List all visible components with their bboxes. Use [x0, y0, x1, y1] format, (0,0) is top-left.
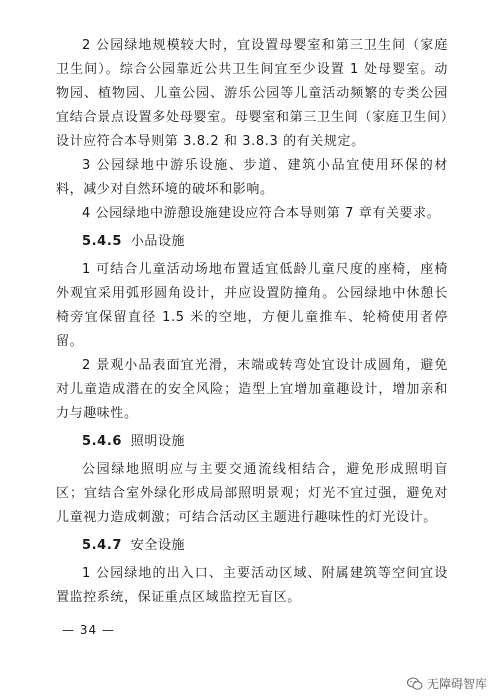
section-heading-5-4-6	[56, 430, 448, 454]
paragraph-item-4: 4 公园绿地中游憩设施建设应符合本导则第 7 章有关要求。	[82, 206, 441, 221]
section-title: 安全设施	[130, 538, 186, 553]
wechat-watermark	[407, 675, 487, 692]
paragraph-item-3: 3 公园绿地中游乐设施、步道、建筑小品宜使用环保的材料，减少对自然环境的破坏和影响。	[56, 158, 448, 197]
page-number: — 34 —	[62, 623, 115, 637]
paragraph-5-4-7-item-1: 1 公园绿地的出入口、主要活动区域、附属建筑等空间宜设置监控系统，保证重点区域监控无盲区。	[56, 566, 448, 605]
section-heading-5-4-7	[56, 534, 448, 558]
section-title: 照明设施	[130, 434, 186, 449]
paragraph-item-2: 2 公园绿地规模较大时，宜设置母婴室和第三卫生间（家庭卫生间）。综合公园靠近公共卫生间宜至少设置 1 处母婴室。动物园、植物园、儿童公园、游乐公园等儿童活动频繁的专类公园宜结合景点设置多处母婴室。母婴室和第三卫生间（家庭卫生间）设计应符合本导则第 3.8.2 和 3.8.3 的有关规定。	[56, 38, 448, 149]
paragraph-5-4-6: 公园绿地照明应与主要交通流线相结合，避免形成照明盲区；宜结合室外绿化形成局部照明景观；灯光不宜过强，避免对儿童视力造成刺激；可结合活动区主题进行趣味性的灯光设计。	[56, 462, 448, 525]
watermark-label: 无障碍智库	[426, 677, 487, 691]
paragraph-5-4-5-item-1: 1 可结合儿童活动场地布置适宜低龄儿童尺度的座椅，座椅外观宜采用弧形圆角设计，并应设置防撞角。公园绿地中休憩长椅旁宜保留直径 1.5 米的空地，方便儿童推车、轮椅使用者停留。	[56, 262, 448, 349]
section-number: 5.4.6	[82, 434, 123, 449]
page-content	[56, 34, 448, 610]
section-title: 小品设施	[130, 234, 186, 249]
section-number: 5.4.5	[82, 234, 123, 249]
wechat-icon	[407, 677, 423, 691]
paragraph-5-4-5-item-2: 2 景观小品表面宜光滑，末端或转弯处宜设计成圆角，避免对儿童造成潜在的安全风险；造型上宜增加童趣设计，增加亲和力与趣味性。	[56, 358, 448, 421]
section-heading-5-4-5	[56, 230, 448, 254]
section-number: 5.4.7	[82, 538, 123, 553]
